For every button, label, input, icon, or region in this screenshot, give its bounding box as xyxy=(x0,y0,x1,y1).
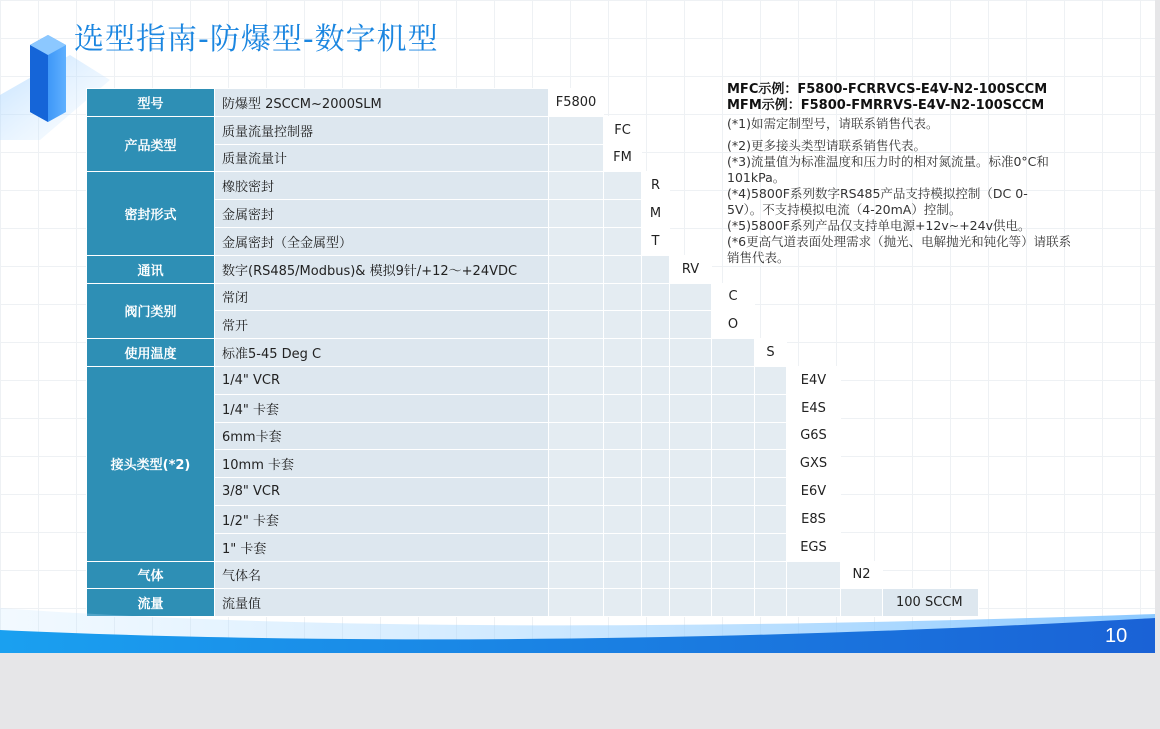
row-code: 100 SCCM xyxy=(883,589,979,617)
table-row xyxy=(87,422,979,450)
row-desc: 橡胶密封 xyxy=(215,172,549,200)
row-code: N2 xyxy=(841,561,883,589)
table-row xyxy=(87,505,979,533)
example-mfc: MFC示例：F5800-FCRRVCS-E4V-N2-100SCCM xyxy=(727,82,1048,97)
note-5: (*5)5800F系列产品仅支持单电源+12v~+24v供电。 xyxy=(727,218,1031,233)
row-desc: 常开 xyxy=(215,311,549,339)
row-desc: 1" 卡套 xyxy=(215,533,549,561)
table-row xyxy=(87,450,979,478)
table-row xyxy=(87,561,979,589)
row-header: 接头类型(*2) xyxy=(87,366,215,561)
row-code: RV xyxy=(670,255,712,283)
page-number: 10 xyxy=(1105,625,1128,647)
row-code: T xyxy=(642,227,670,255)
row-code: FM xyxy=(604,144,642,172)
table-row xyxy=(87,283,979,311)
row-code: E4S xyxy=(787,394,841,422)
table-row xyxy=(87,533,979,561)
row-code: E8S xyxy=(787,505,841,533)
row-desc: 金属密封（全金属型） xyxy=(215,227,549,255)
row-desc: 常闭 xyxy=(215,283,549,311)
table-row xyxy=(87,394,979,422)
row-code: R xyxy=(642,172,670,200)
note-2: (*2)更多接头类型请联系销售代表。 xyxy=(727,138,926,153)
row-code: FC xyxy=(604,116,642,144)
row-desc: 1/4" 卡套 xyxy=(215,394,549,422)
row-header: 阀门类别 xyxy=(87,283,215,339)
blue-wave-band xyxy=(0,600,1155,653)
row-header: 型号 xyxy=(87,89,215,117)
row-code: S xyxy=(755,339,787,367)
row-header: 流量 xyxy=(87,589,215,617)
row-desc: 流量值 xyxy=(215,589,549,617)
row-desc: 3/8" VCR xyxy=(215,478,549,506)
row-header: 产品类型 xyxy=(87,116,215,172)
note-3: (*3)流量值为标准温度和压力时的相对氮流量。标准0°C和101kPa。 xyxy=(727,154,1049,185)
row-code: G6S xyxy=(787,422,841,450)
row-code: E6V xyxy=(787,478,841,506)
table-row xyxy=(87,339,979,367)
row-header: 使用温度 xyxy=(87,339,215,367)
row-desc: 气体名 xyxy=(215,561,549,589)
example-mfm: MFM示例：F5800-FMRRVS-E4V-N2-100SCCM xyxy=(727,98,1045,113)
row-header: 通讯 xyxy=(87,255,215,283)
row-desc: 金属密封 xyxy=(215,200,549,228)
row-desc: 6mm卡套 xyxy=(215,422,549,450)
page-title: 选型指南-防爆型-数字机型 xyxy=(74,22,439,57)
row-code: O xyxy=(712,311,755,339)
note-1: (*1)如需定制型号，请联系销售代表。 xyxy=(727,116,939,131)
row-code: M xyxy=(642,200,670,228)
table-row xyxy=(87,478,979,506)
row-desc: 防爆型 2SCCM~2000SLM xyxy=(215,89,549,117)
row-header: 密封形式 xyxy=(87,172,215,255)
row-code: C xyxy=(712,283,755,311)
row-code: EGS xyxy=(787,533,841,561)
row-desc: 10mm 卡套 xyxy=(215,450,549,478)
note-6: (*6更高气道表面处理需求（抛光、电解抛光和钝化等）请联系销售代表。 xyxy=(727,234,1072,265)
row-desc: 数字(RS485/Modbus)& 模拟9针/+12～+24VDC xyxy=(215,255,549,283)
row-code: E4V xyxy=(787,366,841,394)
row-code: GXS xyxy=(787,450,841,478)
row-code: F5800 xyxy=(549,89,604,117)
notes-panel xyxy=(727,82,1087,266)
row-desc: 1/2" 卡套 xyxy=(215,505,549,533)
row-desc: 1/4" VCR xyxy=(215,366,549,394)
row-desc: 标准5-45 Deg C xyxy=(215,339,549,367)
row-header: 气体 xyxy=(87,561,215,589)
table-row xyxy=(87,366,979,394)
row-desc: 质量流量控制器 xyxy=(215,116,549,144)
row-desc: 质量流量计 xyxy=(215,144,549,172)
note-4: (*4)5800F系列数字RS485产品支持模拟控制（DC 0-5V）。不支持模拟电流（4-20mA）控制。 xyxy=(727,186,1028,217)
table-row xyxy=(87,311,979,339)
